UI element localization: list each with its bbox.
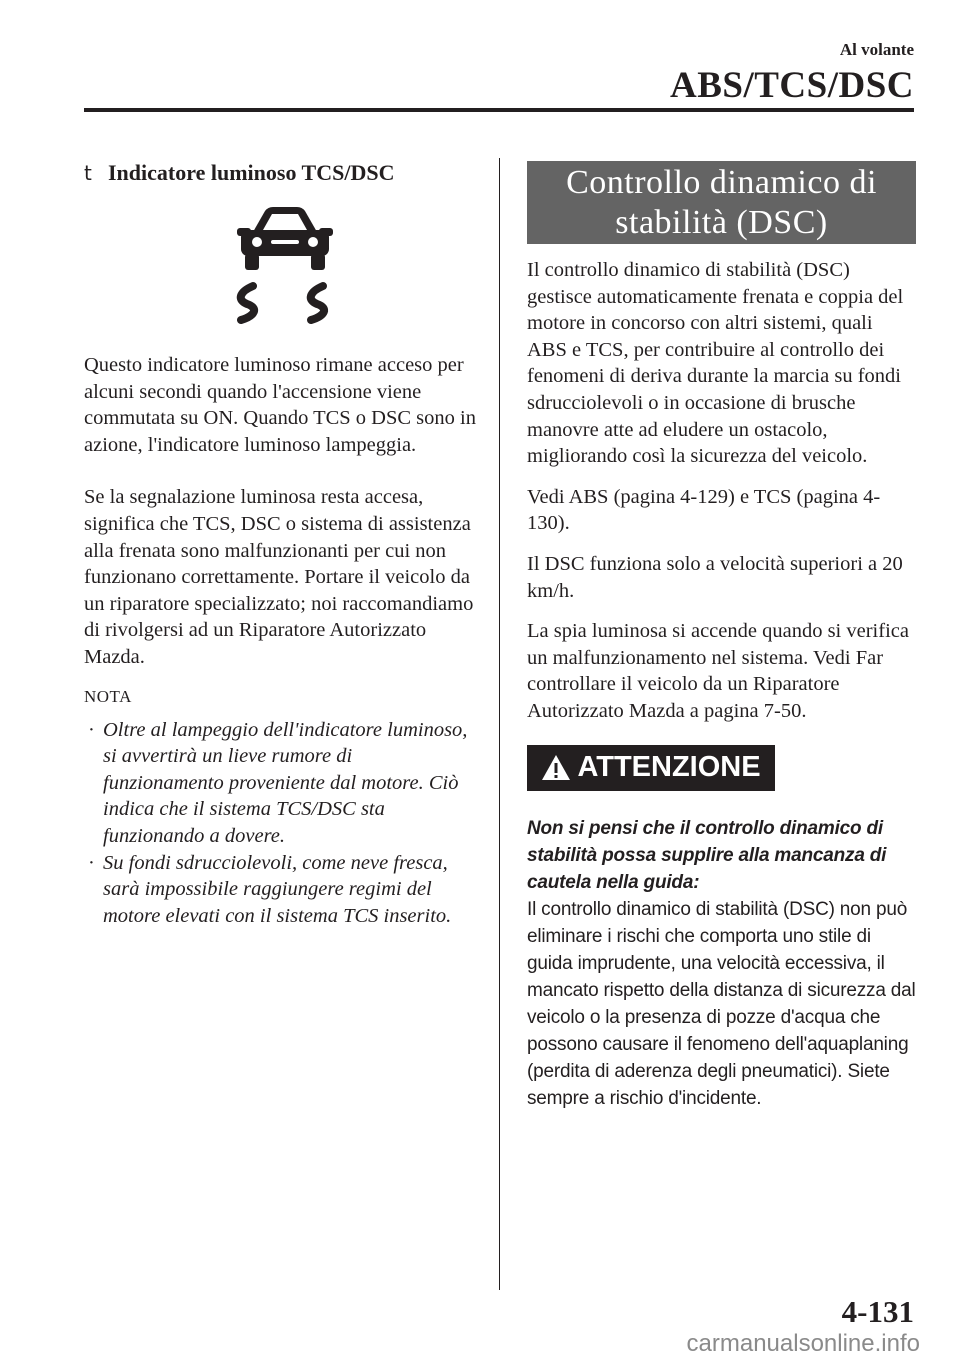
- abs-tcs-reference: Vedi ABS (pagina 4-129) e TCS (pagina 4-130).: [527, 485, 881, 535]
- warning-triangle-icon: [541, 754, 571, 781]
- subsection-heading: [84, 160, 476, 192]
- header-rule: [84, 108, 914, 112]
- banner-line-2: stabilità (DSC): [615, 204, 828, 241]
- note-item: · Oltre al lampeggio dell'indicatore luminoso, si avvertirà un lieve rumore di funzionamento proveniente dal motore. Ciò indica che il sistema TCS/DSC sta funzionando a dovere.: [88, 718, 468, 847]
- note-label: NOTA: [84, 686, 132, 706]
- chapter-title: Al volante: [839, 40, 914, 59]
- watermark: carmanualsonline.info: [686, 1330, 920, 1357]
- note-list: [84, 717, 476, 930]
- dsc-speed-note: Il DSC funziona solo a velocità superiori a 20 km/h.: [527, 552, 903, 602]
- section-title: ABS/TCS/DSC: [669, 65, 914, 106]
- page-header: [670, 40, 914, 108]
- indicator-description: Questo indicatore luminoso rimane acceso per alcuni secondi quando l'accensione viene commutata su ON. Quando TCS o DSC sono in azione, l'indicatore luminoso lampeggia.: [84, 354, 476, 456]
- banner-line-1: Controllo dinamico di: [566, 164, 877, 201]
- warning-text: [527, 815, 916, 1112]
- attention-badge: [527, 745, 775, 791]
- left-column: [84, 160, 476, 929]
- heading-bullet: t: [84, 161, 92, 185]
- warning-headline: Non si pensi che il controllo dinamico di stabilità possa supplire alla mancanza di cautela nella guida:: [527, 817, 887, 893]
- tcs-dsc-skid-icon: [225, 206, 345, 326]
- dsc-description: Il controllo dinamico di stabilità (DSC) gestisce automaticamente frenata e coppia del motore in concorso con altri sistemi, quali ABS e TCS, per contribuire al controllo dei fenomeni di deriva durante la marcia su fondi sdrucciolevoli o in occasione di brusche manovre atte ad eludere un ostacolo, migliorando così la sicurezza del veicolo.: [527, 259, 904, 468]
- right-column: [527, 161, 916, 1112]
- page-number: 4-131: [841, 1294, 914, 1329]
- malfunction-description: Se la segnalazione luminosa resta accesa, significa che TCS, DSC o sistema di assistenza alla frenata sono malfunzionanti per cui non funzionano correttamente. Portare il veicolo da un riparatore specializzato; noi raccomandiamo di rivolgersi ad un Riparatore Autorizzato Mazda.: [84, 486, 474, 668]
- attention-label: ATTENZIONE: [577, 751, 761, 783]
- warning-body: Il controllo dinamico di stabilità (DSC) non può eliminare i rischi che comporta uno stile di guida imprudente, una velocità eccessiva, il mancato rispetto della distanza di sicurezza dal veicolo o la presenza di pozze d'acqua che possono causare il fenomeno dell'aquaplaning (perdita di aderenza degli pneumatici). Siete sempre a rischio d'incidente.: [527, 898, 916, 1109]
- column-divider: [499, 158, 500, 1290]
- dsc-section-banner: [527, 161, 916, 244]
- heading-text: Indicatore luminoso TCS/DSC: [108, 160, 395, 185]
- warning-light-note: La spia luminosa si accende quando si verifica un malfunzionamento nel sistema. Vedi Far controllare il veicolo da un Riparatore Autorizzato Mazda a pagina 7-50.: [527, 620, 909, 722]
- note-item: · Su fondi sdrucciolevoli, come neve fresca, sarà impossibile raggiungere regimi del motore elevati con il sistema TCS inserito.: [88, 851, 452, 927]
